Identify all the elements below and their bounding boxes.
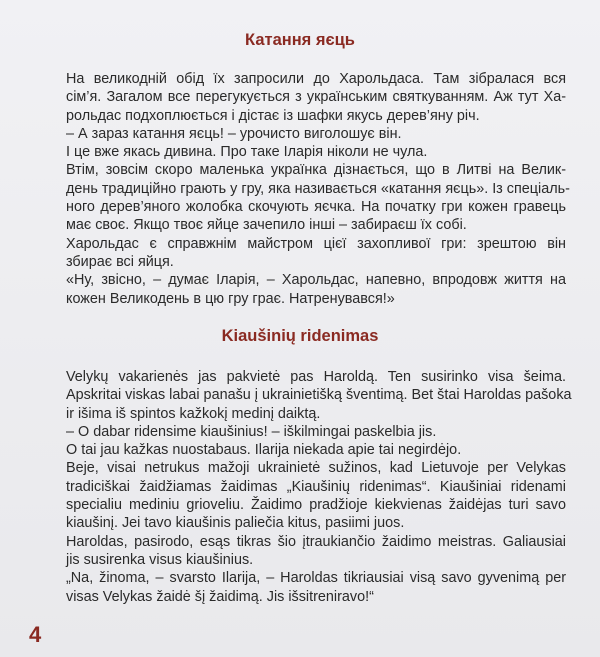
text-line: Velykų vakarienės jas pakvietė pas Haroldą. Ten susirinko visa šeima. xyxy=(66,369,566,385)
text-line: Apskritai viskas labai panašu į ukrainietišką šventimą. Bet štai Haroldas pašoka xyxy=(66,387,572,404)
text-line: «Ну, звісно, – думає Іларія, – Харольдас, напевно, впродовж життя на xyxy=(66,272,566,289)
text-line: „Na, žinoma, – svarsto Ilarija, – Haroldas tikriausiai visą savo gyvenimą per xyxy=(66,570,566,587)
text-line: має своє. Якщо твоє яйце зачепило інші – забираєш їх собі. xyxy=(66,217,467,234)
section-title-ukrainian: Катання яєць xyxy=(245,31,355,49)
text-line: збирає всі яйця. xyxy=(66,253,174,270)
text-line: – А зараз катання яєць! – урочисто виголошує він. xyxy=(66,125,402,142)
text-line: сім’я. Загалом все перегукується з українським святкуванням. Аж тут Ха- xyxy=(66,89,566,106)
text-line: рольдас подхоплюється і дістає із шафки якусь дерев’яну річ. xyxy=(66,107,480,124)
text-line: visas Velykas žaidė šį žaidimą. Jis išsitreniravo!“ xyxy=(66,588,374,605)
text-line: kiaušinį. Jei tavo kiaušinis paliečia kitus, pasiimi juos. xyxy=(66,515,405,532)
text-line: На великодній обід їх запросили до Харольдаса. Там зібралася вся xyxy=(66,71,566,87)
text-line: Втім, зовсім скоро маленька українка дізнається, що в Литві на Велик- xyxy=(66,162,566,179)
text-line: O tai jau kažkas nuostabaus. Ilarija niekada apie tai negirdėjo. xyxy=(66,442,462,459)
text-line: – O dabar ridensime kiaušinius! – iškilmingai paskelbia jis. xyxy=(66,423,437,440)
text-line: ного дерев’яного жолобка скочують яєчка. На початку гри кожен гравець xyxy=(66,199,566,216)
body-text-lithuanian xyxy=(66,368,572,606)
section-title-lithuanian: Kiaušinių ridenimas xyxy=(221,327,379,345)
text-line: Beje, visai netrukus mažoji ukrainietė sužinos, kad Lietuvoje per Velykas xyxy=(66,460,566,477)
text-line: specialiu mediniu grioveliu. Žaidimo pradžioje kiekvienas žaidėjas turi savo xyxy=(66,497,566,514)
text-line: ir išima iš spintos kažkokį medinį daiktą. xyxy=(66,405,321,422)
text-line: кожен Великодень в цю гру грає. Натренувався!» xyxy=(66,290,395,307)
text-line: І це вже якась дивина. Про таке Іларія ніколи не чула. xyxy=(66,144,428,161)
text-line: день традиційно грають у гру, яка називається «катання яєць». Із спеціаль- xyxy=(66,180,570,197)
text-line: tradiciškai žaidžiamas žaidimas „Kiaušinių ridenimas“. Kiaušiniai ridenami xyxy=(66,478,566,495)
text-line: Haroldas, pasirodo, esąs tikras šio įtraukiančio žaidimo meistras. Galiausiai xyxy=(66,533,566,550)
page-number: 4 xyxy=(29,622,42,647)
text-line: Харольдас є справжнім майстром цієї захопливої гри: зрештою він xyxy=(66,235,566,252)
body-text-ukrainian xyxy=(66,70,570,308)
text-line: jis susirenka visus kiaušinius. xyxy=(66,551,254,568)
